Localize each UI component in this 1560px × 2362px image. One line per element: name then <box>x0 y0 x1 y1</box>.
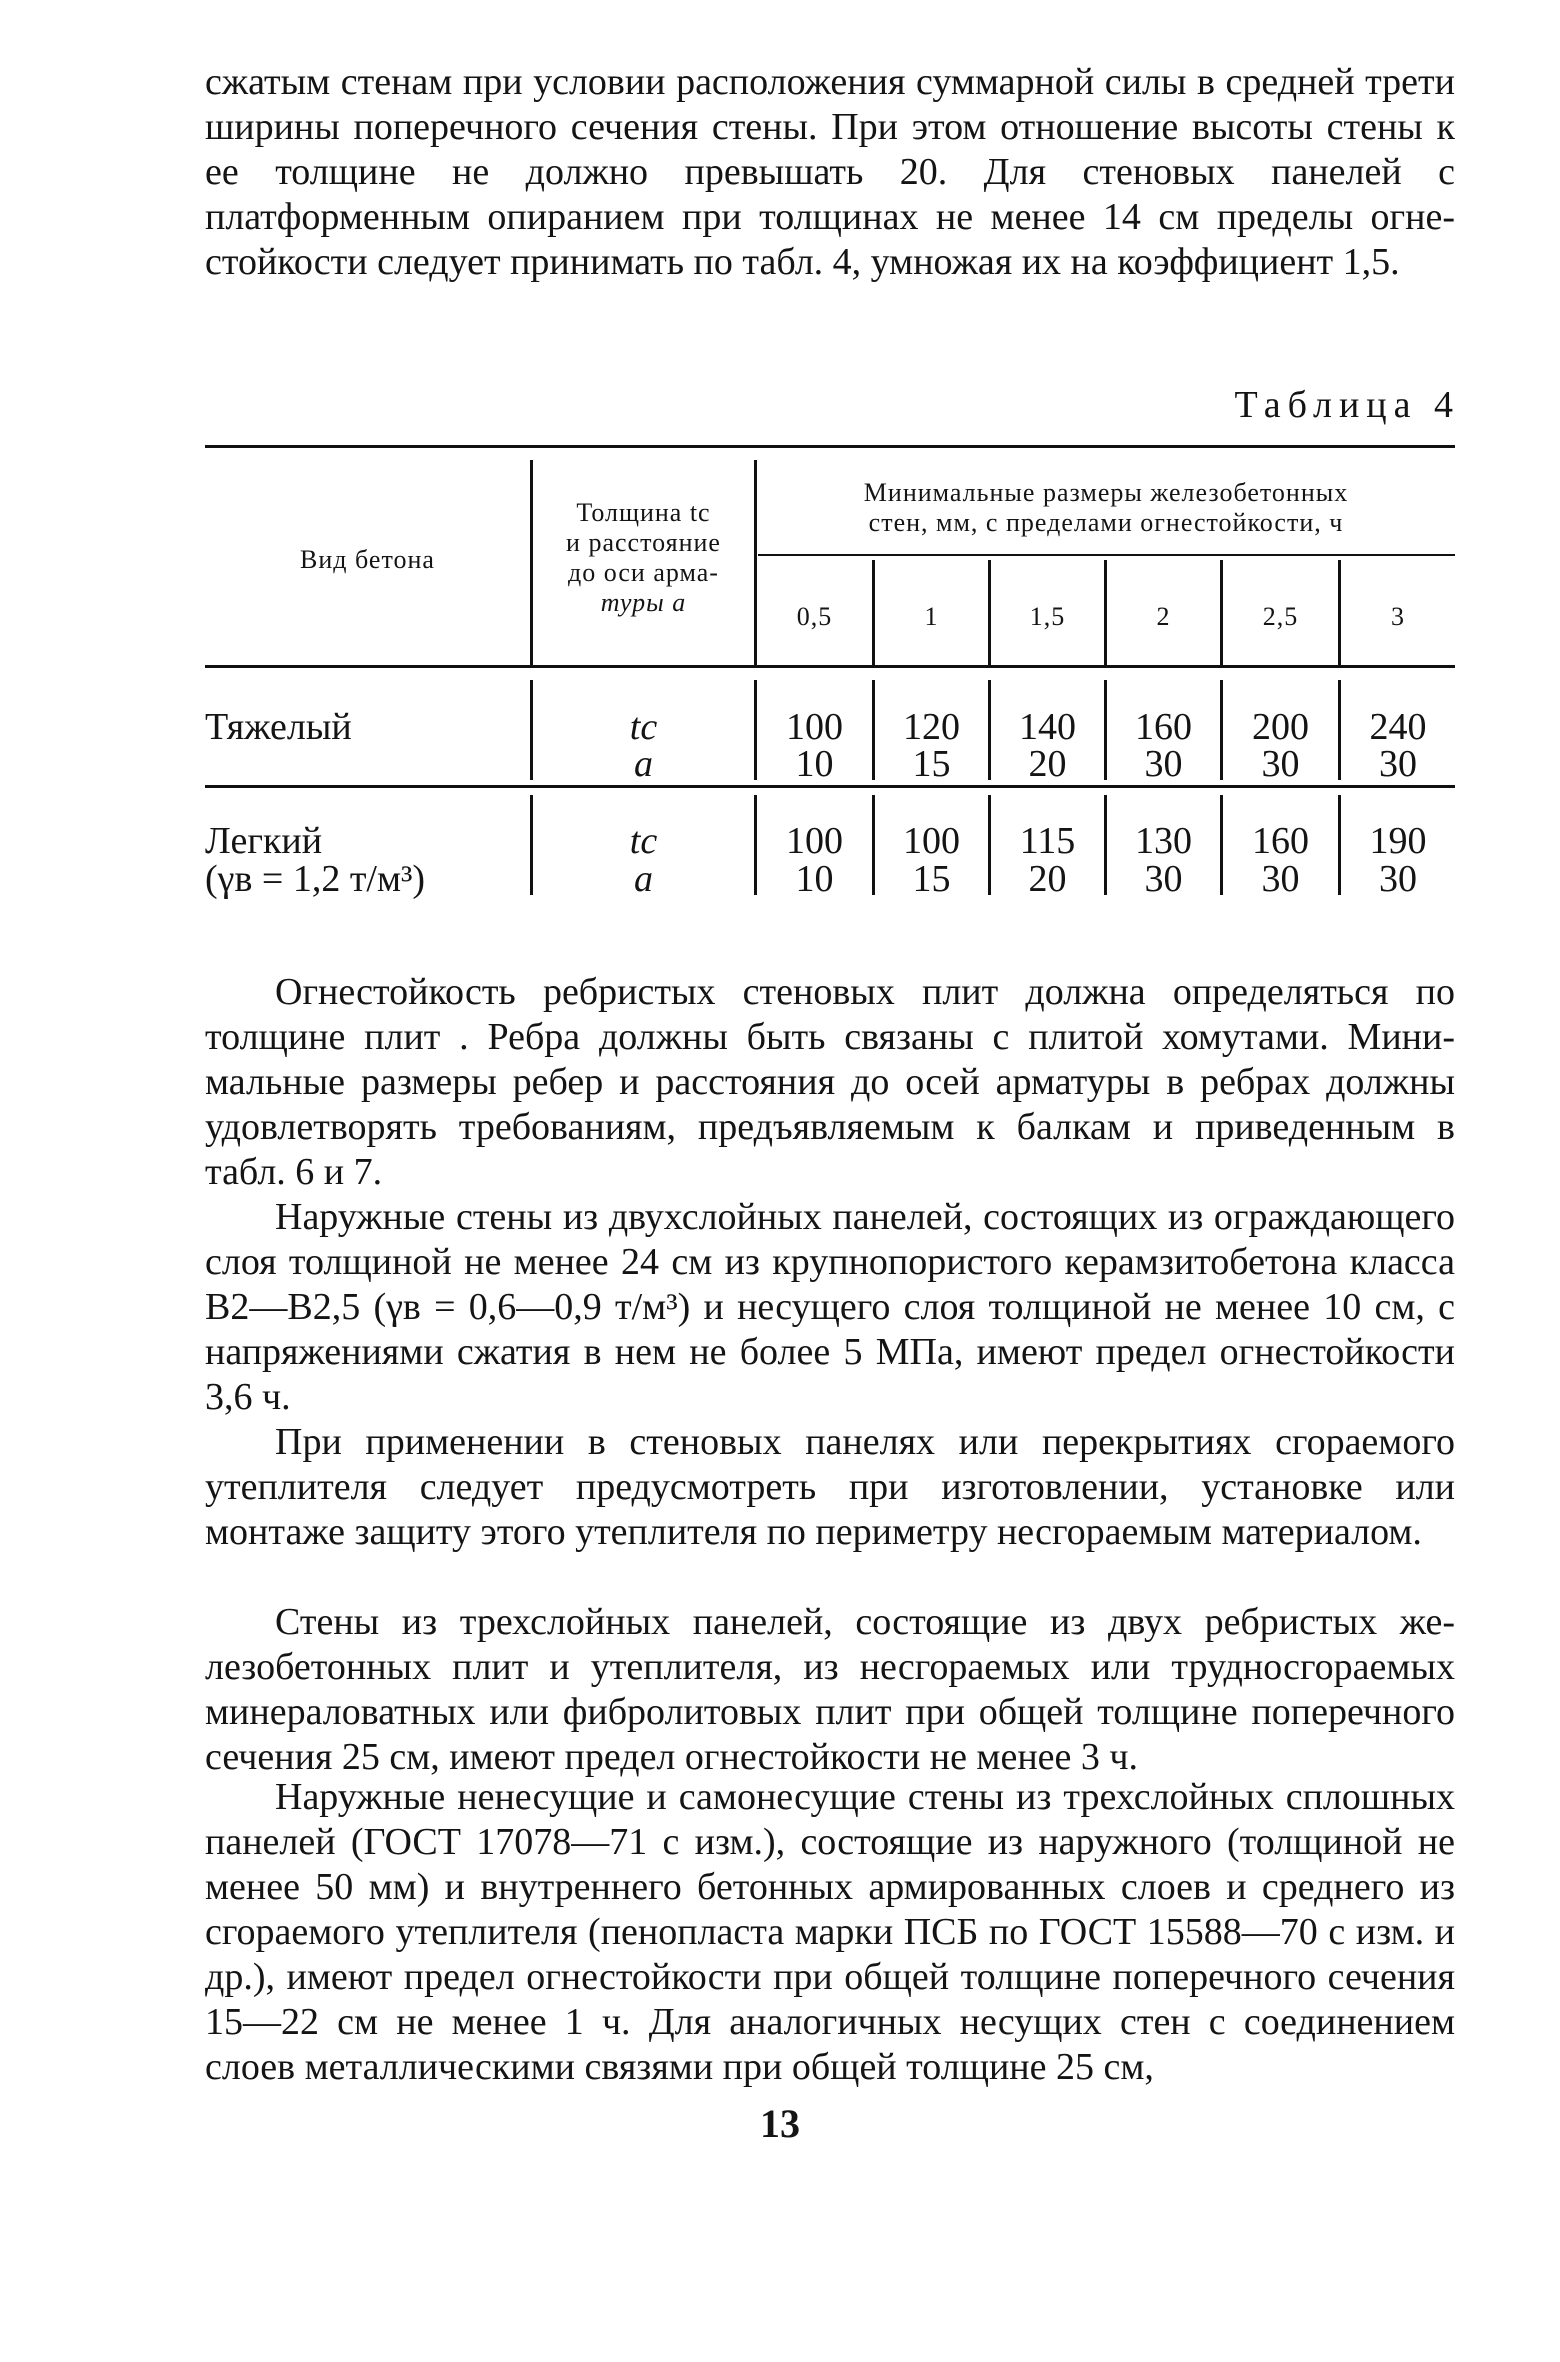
table-header-concrete-type: Вид бетона <box>300 545 435 574</box>
table-row-param-a: a <box>634 743 653 785</box>
table-header-group <box>757 478 1455 538</box>
table-cell-tc: 240 <box>1369 706 1427 748</box>
table-cell-a: 15 <box>912 743 951 785</box>
table-header-thickness-line2: и расстояние <box>566 528 721 557</box>
paragraph-5: Стены из трехслойных панелей, состоящие из двух ребристых железобетонных плит и утеплителя, из несгораемых или трудносгораемых минераловатных или фибролитовых плит при общей толщине поперечного сечения 25 см, имеют предел огнестойкости не менее 3 ч. <box>205 1601 1455 1778</box>
table-header-limit: 1,5 <box>1029 602 1066 631</box>
table-row-param-a: a <box>634 858 653 900</box>
table-header-thickness-line3: до оси арма- <box>568 558 719 587</box>
table-header-rule <box>205 665 1455 668</box>
table-cell-a: 10 <box>795 743 834 785</box>
table-row-param-tc: tс <box>629 820 658 862</box>
table-cell-tc: 160 <box>1135 706 1192 748</box>
table-cell-a: 15 <box>912 858 951 900</box>
paragraph-1: сжатым стенам при условии расположения суммарной силы в средней трети ширины поперечного сечения стены. При этом отношение высоты стены к ее толщине не должно превышать 20. Для стеновых панелей с платформенным опиранием при толщинах не менее 14 см пределы огнестойкости следует принимать по табл. 4, умножая их на коэффициент 1,5. <box>205 61 1455 283</box>
table-row-type: Легкий <box>205 820 323 862</box>
table-row-type: Тяжелый <box>205 706 352 748</box>
paragraph-4: При применении в стеновых панелях или перекрытиях сгораемого утеплителя следует предусмотреть при изготовлении, установке или монтаже защиту этого утеплителя по периметру несгораемым материалом. <box>205 1421 1455 1553</box>
table-cell-a: 30 <box>1144 743 1183 785</box>
paragraph-6: Наружные ненесущие и самонесущие стены из трехслойных сплошных панелей (ГОСТ 17078—71 с изм.), состоящие из наружного (толщиной не менее 50 мм) и внутреннего бетонных армированных слоев и среднего из сгораемого утеплителя (пенопласта марки ПСБ по ГОСТ 15588—70 с изм. и др.), имеют предел огнестойкости при общей толщине поперечного сечения 15—22 см не менее 1 ч. Для аналогичных несущих стен с соединением слоев металлическими связями при общей толщине 25 см, <box>205 1776 1455 2088</box>
table-cell-tc: 100 <box>786 706 843 748</box>
table-group-rule <box>758 554 1455 556</box>
table-header-thickness-line1: Толщина tс <box>576 498 711 527</box>
table-cell-tc: 140 <box>1019 706 1076 748</box>
table-caption: Таблица 4 <box>1234 384 1460 426</box>
table-header-limit: 2,5 <box>1262 602 1299 631</box>
table-cell-tc: 100 <box>903 820 960 862</box>
table-header-thickness-line4: туры a <box>600 588 687 617</box>
table-cell-a: 30 <box>1261 858 1300 900</box>
table-header-group-line2: стен, мм, с пределами огнестойкости, ч <box>868 508 1344 537</box>
table-cell-a: 20 <box>1028 743 1067 785</box>
table-header-limit: 2 <box>1156 602 1171 631</box>
table-cell-tc: 160 <box>1252 820 1309 862</box>
table-cell-a: 30 <box>1379 858 1417 900</box>
table-header-limit: 0,5 <box>796 602 833 631</box>
paragraph-3: Наружные стены из двухслойных панелей, состоящих из ограждающего слоя толщиной не менее 24 см из крупнопористого керамзитобетона класса В2—В2,5 (γв = 0,6—0,9 т/м³) и несущего слоя толщиной не менее 10 см, с напряжениями сжатия в нем не более 5 МПа, имеют предел огнестойкости 3,6 ч. <box>205 1196 1455 1418</box>
table-cell-tc: 115 <box>1019 820 1076 862</box>
table-cell-tc: 200 <box>1252 706 1309 748</box>
table-top-rule <box>205 445 1455 448</box>
table-cell-a: 30 <box>1379 743 1417 785</box>
paragraph-2: Огнестойкость ребристых стеновых плит должна определяться по толщине плит . Ребра должны быть связаны с плитой хомутами. Минимальные размеры ребер и расстояния до осей арматуры в ребрах должны удовлетворять требованиям, предъявляемым к балкам и приведенным в табл. 6 и 7. <box>205 971 1455 1193</box>
table-cell-tc: 190 <box>1369 820 1427 862</box>
table-header-limit: 1 <box>924 602 939 631</box>
table-cell-a: 10 <box>795 858 834 900</box>
table-header-group-line1: Минимальные размеры железобетонных <box>863 478 1349 507</box>
table-header-limit: 3 <box>1391 602 1405 631</box>
table-cell-a: 20 <box>1028 858 1067 900</box>
page-number: 13 <box>760 2101 800 2146</box>
table-row-rule <box>205 785 1455 788</box>
table-cell-tc: 130 <box>1135 820 1192 862</box>
table-cell-a: 30 <box>1144 858 1183 900</box>
table-cell-a: 30 <box>1261 743 1300 785</box>
table-header-thickness <box>533 498 754 618</box>
table-row-param-tc: tс <box>629 706 658 748</box>
table-cell-tc: 100 <box>786 820 843 862</box>
table-row-type-density: (γв = 1,2 т/м³) <box>205 858 426 900</box>
table-cell-tc: 120 <box>903 706 960 748</box>
